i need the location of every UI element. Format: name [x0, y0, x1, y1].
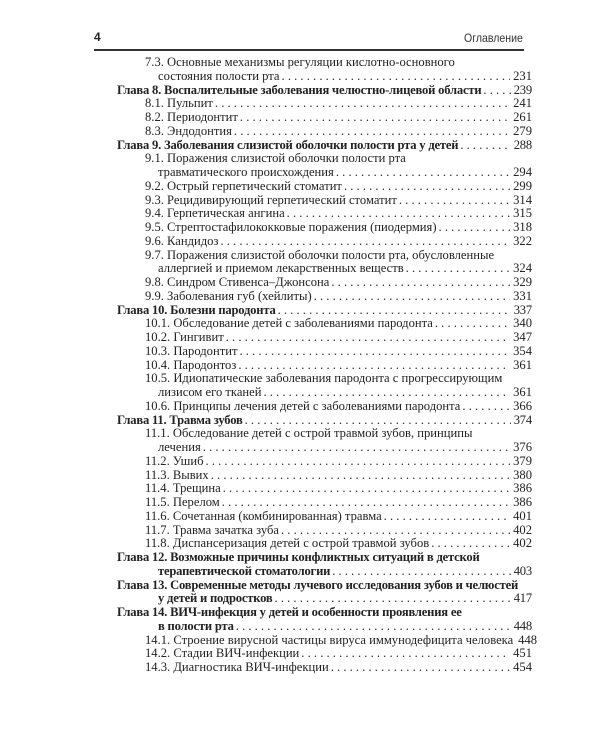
- toc-page-number: 239: [513, 82, 532, 97]
- toc-entry-title: Глава 13. Современные методы лучевого исследования зубов и челюстей: [117, 577, 519, 592]
- toc-entry-title: травматического происхождения: [158, 165, 334, 179]
- toc-section-entry: [117, 359, 532, 373]
- toc-entry-title: 7.3. Основные механизмы регуляции кислотно-основного: [145, 55, 455, 69]
- toc-entry-title: состояния полости рта: [158, 68, 280, 83]
- toc-line: [117, 647, 532, 661]
- toc-line: [117, 579, 532, 593]
- toc-entry-title: 9.3. Рецидивирующий герпетический стоматит: [145, 192, 397, 207]
- toc-page-number: 361: [513, 385, 532, 399]
- toc-page-number: 329: [513, 275, 532, 289]
- dot-leader: [285, 207, 510, 221]
- toc-page-number: 448: [513, 618, 532, 633]
- toc-section-entry: [117, 537, 532, 551]
- toc-entry-title: 11.7. Травма зачатка зуба: [145, 522, 279, 537]
- toc-entry-title: терапевтической стоматологии: [158, 563, 331, 578]
- toc-page-number: 347: [513, 330, 532, 344]
- toc-page-number: 279: [513, 123, 532, 138]
- toc-line: [117, 400, 532, 414]
- toc-chapter-entry: [117, 84, 532, 98]
- dot-leader: [232, 125, 510, 139]
- toc-line: [117, 482, 532, 496]
- toc-line: [117, 345, 532, 359]
- toc-page-number: 386: [513, 495, 532, 509]
- toc-entry-title: 9.5. Стрептостафилококковые поражения (пиодермия): [145, 220, 437, 234]
- dot-leader: [437, 221, 511, 235]
- toc-line: [117, 455, 532, 469]
- toc-entry-title: лизисом его тканей: [158, 385, 262, 399]
- toc-section-entry: [117, 372, 532, 400]
- toc-page-number: 294: [513, 165, 532, 179]
- toc-page-number: 374: [513, 412, 532, 427]
- toc-entry-title: 8.2. Периодонтит: [145, 110, 238, 124]
- toc-page-number: 331: [513, 288, 532, 303]
- dot-leader: [342, 180, 510, 194]
- toc-section-entry: [117, 345, 532, 359]
- toc-chapter-entry: [117, 606, 532, 634]
- toc-entry-title: Глава 14. ВИЧ-инфекция у детей и особенности проявления ее: [117, 605, 462, 619]
- toc-line: [117, 166, 532, 180]
- toc-section-entry: [117, 56, 532, 84]
- dot-leader: [224, 331, 510, 345]
- toc-line: [117, 469, 532, 483]
- toc-section-entry: [117, 249, 532, 277]
- toc-entry-title: 9.8. Синдром Стивенса–Джонсона: [145, 275, 330, 289]
- toc-section-entry: [117, 647, 532, 661]
- dot-leader: [433, 317, 510, 331]
- toc-section-entry: [117, 496, 532, 510]
- toc-entry-title: Глава 11. Травма зубов: [117, 412, 243, 427]
- toc-line: [117, 235, 532, 249]
- toc-line: [117, 152, 532, 166]
- dot-leader: [299, 647, 510, 661]
- toc-line: [117, 139, 532, 153]
- toc-page-number: 448: [518, 632, 538, 647]
- toc-entry-title: 8.3. Эндодонтия: [145, 123, 232, 138]
- page-number: 4: [94, 30, 101, 44]
- dot-leader: [234, 620, 511, 634]
- dot-leader: [204, 455, 511, 469]
- dot-leader: [330, 565, 511, 579]
- table-of-contents: [117, 55, 538, 675]
- dot-leader: [404, 262, 510, 276]
- dot-leader: [276, 304, 511, 318]
- toc-entry-title: 9.6. Кандидоз: [145, 233, 219, 248]
- toc-page-number: 322: [513, 233, 532, 248]
- toc-entry-title: 14.2. Стадии ВИЧ-инфекции: [145, 646, 300, 661]
- toc-line: [117, 262, 532, 276]
- toc-section-entry: [117, 125, 532, 139]
- dot-leader: [238, 111, 510, 125]
- toc-page-number: 288: [513, 137, 532, 152]
- toc-entry-title: 11.4. Трещина: [145, 481, 221, 496]
- toc-page-number: 402: [513, 522, 532, 537]
- toc-line: [117, 427, 532, 441]
- toc-chapter-entry: [117, 551, 532, 579]
- toc-chapter-entry: [117, 304, 532, 318]
- dot-leader: [237, 345, 510, 359]
- toc-line: [117, 565, 532, 579]
- dot-leader: [218, 235, 510, 249]
- dot-leader: [220, 496, 510, 510]
- toc-line: [117, 207, 532, 221]
- toc-section-entry: [117, 661, 532, 675]
- toc-section-entry: [117, 469, 532, 483]
- toc-page-number: 314: [513, 192, 532, 207]
- toc-section-entry: [117, 331, 532, 345]
- toc-entry-title: Глава 12. Возможные причины конфликтных ситуаций в детской: [117, 550, 480, 564]
- toc-entry-title: 10.3. Пародонтит: [145, 343, 238, 358]
- toc-entry-title: Глава 9. Заболевания слизистой оболочки полости рта у детей: [117, 137, 459, 152]
- toc-page-number: 366: [513, 398, 532, 413]
- toc-section-entry: [117, 427, 532, 455]
- toc-line: [117, 386, 532, 400]
- dot-leader: [329, 661, 510, 675]
- toc-line: [117, 70, 532, 84]
- toc-entry-title: 10.2. Гингивит: [145, 330, 224, 344]
- toc-line: [117, 317, 532, 331]
- toc-section-entry: [117, 180, 532, 194]
- toc-line: [117, 537, 532, 551]
- toc-line: [117, 84, 532, 98]
- dot-leader: [280, 70, 511, 84]
- toc-section-entry: [117, 207, 532, 221]
- toc-section-entry: [117, 317, 532, 331]
- toc-entry-title: в полости рта: [158, 618, 234, 633]
- dot-leader: [209, 469, 510, 483]
- toc-line: [117, 620, 532, 634]
- toc-entry-title: у детей и подростков: [158, 591, 273, 606]
- dot-leader: [329, 276, 510, 290]
- toc-entry-title: 11.5. Перелом: [145, 495, 220, 509]
- toc-entry-title: аллергией и приемом лекарственных веществ: [158, 261, 404, 276]
- toc-page-number: 402: [513, 536, 532, 551]
- toc-line: [117, 441, 532, 455]
- toc-line: [117, 180, 532, 194]
- toc-line: [117, 592, 532, 606]
- toc-entry-title: 9.9. Заболевания губ (хейлиты): [145, 288, 312, 303]
- toc-page-number: 261: [513, 110, 532, 124]
- toc-page-number: 241: [513, 96, 532, 111]
- toc-entry-title: 11.6. Сочетанная (комбинированная) травма: [145, 508, 382, 523]
- dot-leader: [279, 524, 510, 538]
- dot-leader: [261, 386, 510, 400]
- toc-line: [117, 372, 532, 386]
- toc-line: [117, 606, 532, 620]
- toc-entry-title: 14.1. Строение вирусной частицы вируса иммунодефицита человека: [145, 632, 514, 647]
- toc-section-entry: [117, 290, 532, 304]
- toc-page-number: 231: [513, 68, 532, 83]
- toc-page-number: 379: [513, 453, 532, 468]
- toc-entry-title: 9.4. Герпетическая ангина: [145, 206, 285, 221]
- toc-line: [117, 524, 532, 538]
- toc-section-entry: [117, 455, 532, 469]
- dot-leader: [213, 97, 510, 111]
- toc-line: [117, 290, 532, 304]
- toc-page-number: 361: [513, 357, 532, 372]
- toc-line: [117, 249, 532, 263]
- toc-line: [117, 111, 532, 125]
- dot-leader: [201, 441, 510, 455]
- toc-entry-title: 9.7. Поражения слизистой оболочки полости рта, обусловленные: [145, 247, 495, 262]
- toc-section-entry: [117, 276, 532, 290]
- toc-line: [117, 661, 532, 675]
- toc-entry-title: лечения: [158, 440, 201, 454]
- toc-page-number: 454: [513, 660, 532, 674]
- toc-line: [117, 496, 532, 510]
- toc-line: [117, 221, 532, 235]
- toc-entry-title: 10.1. Обследование детей с заболеваниями пародонта: [145, 316, 433, 331]
- toc-section-entry: [117, 97, 532, 111]
- running-title: Оглавление: [464, 31, 523, 45]
- toc-entry-title: 14.3. Диагностика ВИЧ-инфекции: [145, 660, 329, 674]
- dot-leader: [273, 592, 511, 606]
- toc-entry-title: 8.1. Пульпит: [145, 96, 213, 111]
- toc-entry-title: Глава 10. Болезни пародонта: [117, 302, 276, 317]
- toc-section-entry: [117, 524, 532, 538]
- toc-line: [117, 56, 532, 70]
- toc-entry-title: 10.5. Идиопатические заболевания пародонта с прогрессирующим: [145, 371, 503, 386]
- toc-page-number: 386: [513, 481, 532, 496]
- toc-section-entry: [117, 194, 532, 208]
- toc-line: [117, 551, 532, 565]
- toc-line: [117, 194, 532, 208]
- toc-entry-title: 10.6. Принципы лечения детей с заболеваниями пародонта: [145, 398, 461, 413]
- toc-entry-title: Глава 8. Воспалительные заболевания челюстно-лицевой области: [117, 82, 482, 97]
- toc-page-number: 340: [513, 316, 532, 331]
- toc-page-number: 324: [513, 261, 532, 276]
- toc-section-entry: [117, 482, 532, 496]
- toc-line: [117, 97, 532, 111]
- toc-page-number: 380: [513, 467, 532, 482]
- header-rule: [94, 49, 524, 51]
- toc-entry-title: 11.8. Диспансеризация детей с острой травмой зубов: [145, 536, 430, 551]
- toc-entry-title: 9.2. Острый герпетический стоматит: [145, 178, 342, 193]
- dot-leader: [221, 482, 510, 496]
- toc-page-number: 318: [513, 220, 532, 234]
- toc-section-entry: [117, 510, 532, 524]
- toc-line: [117, 359, 532, 373]
- toc-line: [117, 510, 532, 524]
- toc-section-entry: [117, 235, 532, 249]
- dot-leader: [429, 537, 510, 551]
- dot-leader: [397, 194, 510, 208]
- toc-line: [117, 125, 532, 139]
- toc-page-number: 376: [513, 440, 532, 454]
- toc-section-entry: [117, 221, 532, 235]
- toc-page-number: 417: [513, 591, 532, 606]
- toc-entry-title: 9.1. Поражения слизистой оболочки полости рта: [145, 151, 406, 166]
- dot-leader: [236, 359, 510, 373]
- dot-leader: [458, 139, 510, 153]
- toc-line: [117, 276, 532, 290]
- toc-entry-title: 11.2. Ушиб: [145, 453, 204, 468]
- toc-chapter-entry: [117, 579, 532, 607]
- toc-page-number: 401: [513, 508, 532, 523]
- toc-line: [117, 331, 532, 345]
- toc-section-entry: [117, 111, 532, 125]
- toc-entry-title: 11.3. Вывих: [145, 467, 209, 482]
- toc-entry-title: 10.4. Пародонтоз: [145, 357, 237, 372]
- toc-section-entry: [117, 152, 532, 180]
- toc-chapter-entry: [117, 414, 532, 428]
- dot-leader: [312, 290, 510, 304]
- toc-line: [117, 414, 532, 428]
- toc-page-number: 315: [513, 206, 532, 221]
- toc-entry-title: 11.1. Обследование детей с острой травмой зубов, принципы: [145, 426, 473, 441]
- toc-line: [117, 632, 538, 648]
- toc-section-entry: [117, 400, 532, 414]
- toc-section-entry: [117, 632, 538, 648]
- toc-page-number: 403: [513, 563, 532, 578]
- dot-leader: [460, 400, 510, 414]
- toc-page-number: 354: [513, 343, 532, 358]
- toc-line: [117, 304, 532, 318]
- dot-leader: [481, 84, 510, 98]
- toc-page-number: 337: [513, 302, 532, 317]
- dot-leader: [334, 166, 510, 180]
- dot-leader: [243, 414, 511, 428]
- toc-page-number: 299: [513, 178, 532, 193]
- toc-chapter-entry: [117, 139, 532, 153]
- dot-leader: [382, 510, 510, 524]
- toc-page-number: 451: [513, 646, 532, 661]
